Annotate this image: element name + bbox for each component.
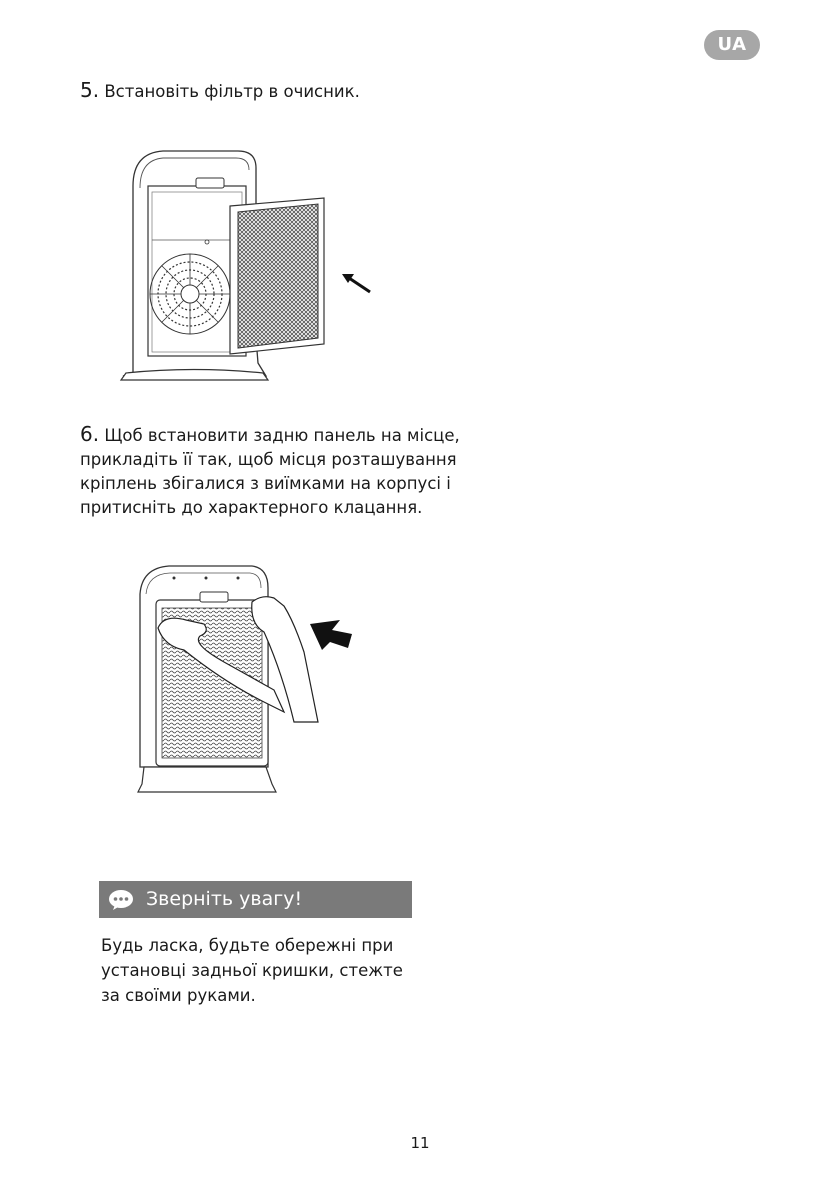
step-6-text: Щоб встановити задню панель на місце, прикладіть її так, щоб місця розташування кріплень збігалися з виїмками на корпусі і притисніть до характерного клацання. — [80, 426, 460, 517]
insert-arrow-icon — [342, 274, 370, 292]
step-5-text: Встановіть фільтр в очисник. — [104, 82, 360, 101]
filter-install-illustration — [118, 148, 388, 384]
push-arrow-icon — [310, 620, 352, 650]
step-6-number: 6. — [80, 422, 100, 446]
language-badge: UA — [704, 30, 760, 60]
note-title: Зверніть увагу! — [146, 888, 303, 910]
speech-bubble-icon — [108, 889, 134, 911]
note-text: Будь ласка, будьте обережні при установці задньої кришки, стежте за своїми руками. — [101, 936, 403, 1005]
step-5 — [80, 78, 360, 104]
step-6 — [80, 422, 480, 520]
page-number: 11 — [410, 1134, 430, 1152]
back-panel-install-illustration — [134, 562, 360, 798]
step-5-number: 5. — [80, 78, 100, 102]
note-header — [99, 881, 412, 918]
